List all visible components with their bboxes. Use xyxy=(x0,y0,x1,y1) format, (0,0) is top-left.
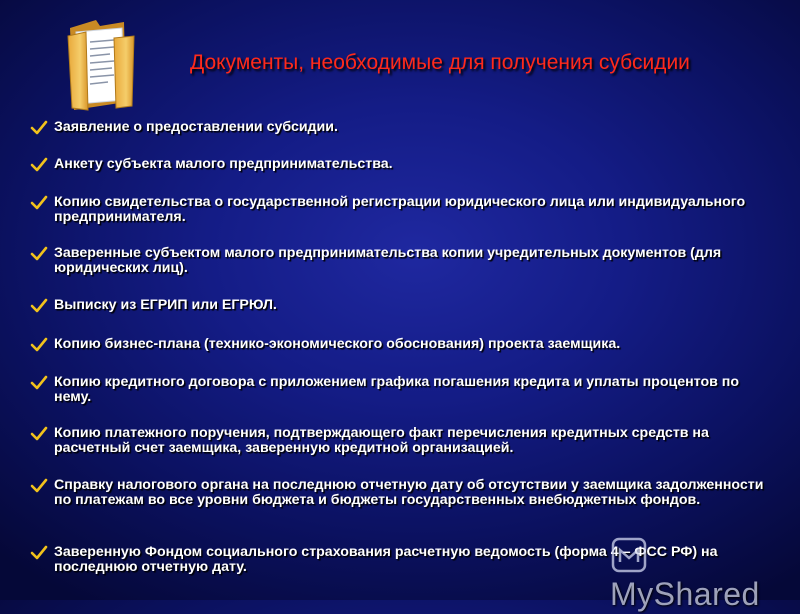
list-item-text: Заверенные субъектом малого предпринимательства копии учредительных документов (для юридических лиц). xyxy=(54,245,722,276)
list-item xyxy=(30,195,770,225)
list-item-text: Заверенную Фондом социального страхования расчетную ведомость (форма 4 – ФСС РФ) на последнюю отчетную дату. xyxy=(54,544,718,575)
list-item-text: Копию свидетельства о государственной регистрации юридического лица или индивидуального предпринимателя. xyxy=(54,194,746,225)
checkmark-icon xyxy=(30,194,48,212)
myshared-logo-icon xyxy=(610,536,648,574)
list-item xyxy=(30,375,770,405)
list-item xyxy=(30,298,770,313)
watermark-text: MyShared xyxy=(610,575,760,612)
watermark xyxy=(610,532,800,614)
checkmark-icon xyxy=(30,425,48,443)
list-item-text: Анкету субъекта малого предпринимательства. xyxy=(54,156,393,172)
list-item xyxy=(30,246,770,276)
list-item-text: Справку налогового органа на последнюю отчетную дату об отсутствии у заемщика задолженности по платежам во все уровни бюджета и бюджеты государственных внебюджетных фондов. xyxy=(54,477,764,508)
checkmark-icon xyxy=(30,336,48,354)
checkmark-icon xyxy=(30,297,48,315)
list-item-text: Копию бизнес-плана (технико-экономического обоснования) проекта заемщика. xyxy=(54,336,621,352)
list-item-text: Копию кредитного договора с приложением графика погашения кредита и уплаты процентов по нему. xyxy=(54,374,740,405)
checkmark-icon xyxy=(30,544,48,562)
list-item xyxy=(30,157,770,172)
folder-documents-icon xyxy=(66,16,138,112)
list-item-text: Заявление о предоставлении субсидии. xyxy=(54,119,338,135)
list-item xyxy=(30,337,770,352)
checkmark-icon xyxy=(30,374,48,392)
list-item xyxy=(30,426,770,456)
list-item xyxy=(30,120,770,135)
list-item xyxy=(30,478,770,508)
list-item-text: Копию платежного поручения, подтверждающего факт перечисления кредитных средств на расчетный счет заемщика, заверенную кредитной организацией. xyxy=(54,425,709,456)
checkmark-icon xyxy=(30,245,48,263)
checkmark-icon xyxy=(30,156,48,174)
slide-title: Документы, необходимые для получения субсидии xyxy=(190,51,690,74)
checkmark-icon xyxy=(30,119,48,137)
list-item-text: Выписку из ЕГРИП или ЕГРЮЛ. xyxy=(54,297,277,313)
checkmark-icon xyxy=(30,477,48,495)
